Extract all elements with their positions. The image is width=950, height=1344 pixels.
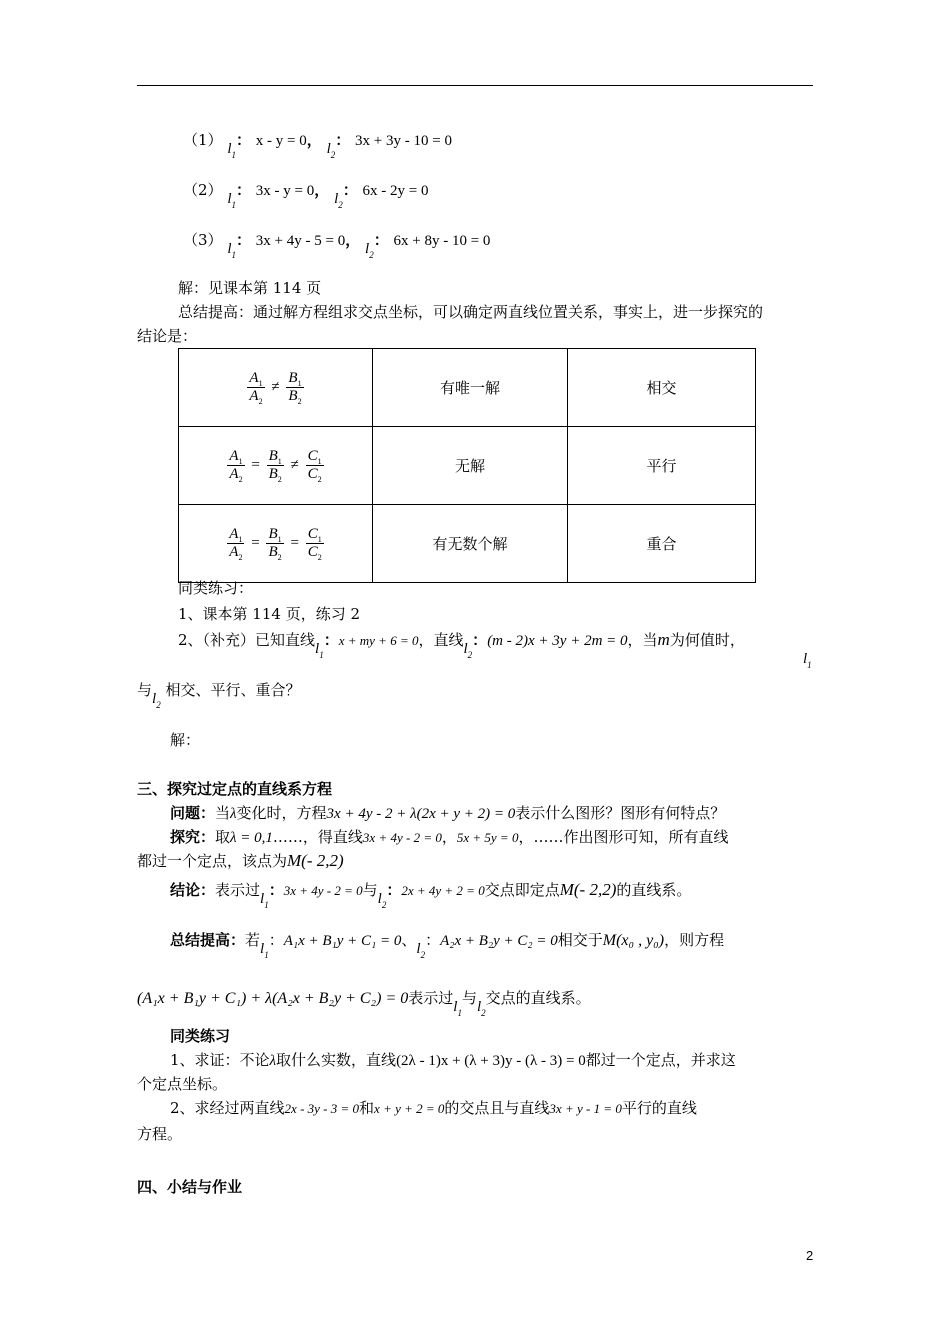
relation-cell: 相交 <box>568 349 756 427</box>
line-l1-symbol: $l_1$ <box>227 141 236 160</box>
table-row <box>179 349 756 427</box>
condition-cell: $\frac{A_1}{A_2}$ = $\frac{B_1}{B_2}$ ≠ $\frac{C_1}{C_2}$ <box>179 427 373 505</box>
result-cell: 无解 <box>373 427 568 505</box>
section-4-title: 四、小结与作业 <box>137 1178 243 1196</box>
result-cell: 有无数个解 <box>373 505 568 583</box>
summary-1-line-1: 总结提高：通过解方程组求交点坐标，可以确定两直线位置关系，事实上，进一步探究的 <box>178 303 764 321</box>
relation-cell: 重合 <box>568 505 756 583</box>
question: 问题：当λ变化时，方程3x + 4y - 2 + λ(2x + y + 2) = 0表示什么图形？图形有何特点？ <box>170 804 726 822</box>
explore: 探究：取λ = 0,1……，得直线3x + 4y - 2 = 0，5x + 5y = 0，……作出图形可知，所有直线 <box>170 828 729 846</box>
line-l2-symbol: $l_2$ <box>326 141 336 160</box>
summary-1-line-2: 结论是： <box>137 327 198 345</box>
section-3-title: 三、探究过定点的直线系方程 <box>137 780 333 798</box>
relation-cell: 平行 <box>568 427 756 505</box>
practice-3-2-continued: 方程。 <box>137 1125 183 1143</box>
practice-3-2: 2、求经过两直线2x - 3y - 3 = 0和x + y + 2 = 0的交点且与直线3x + y - 1 = 0平行的直线 <box>170 1099 697 1117</box>
table-row <box>179 505 756 583</box>
solution-2: 解： <box>170 731 201 749</box>
conclusion: 结论：表示过$l_1$：3x + 4y - 2 = 0与$l_2$：2x + 4y + 2 = 0交点即定点M(- 2,2)的直线系。 <box>170 880 692 910</box>
conclusion-table <box>178 348 756 583</box>
practice-2-continued: 与$l_2$ 相交、平行、重合？ <box>137 681 301 710</box>
result-cell: 有唯一解 <box>373 349 568 427</box>
page-number: 2 <box>806 1248 814 1263</box>
header-rule <box>137 85 813 86</box>
practice-2: 2、（补充）已知直线$l_1$：x + my + 6 = 0，直线$l_2$：(m - 2)x + 3y + 2m = 0，当m为何值时， <box>178 630 745 660</box>
condition-cell: $\frac{A_1}{A_2}$ ≠ $\frac{B_1}{B_2}$ <box>179 349 373 427</box>
problem-1: （1） $l_1$： x - y = 0， $l_2$： 3x + 3y - 10 = 0 <box>183 131 452 160</box>
summary-2-continued: (A₁x + B₁y + C₁) + λ(A₂x + B₂y + C₂) = 0表示过$l_1$与$l_2$交点的直线系。 <box>137 989 591 1018</box>
solution-1: 解：见课本第 114 页 <box>178 279 322 297</box>
table-row <box>179 427 756 505</box>
practice-3-1-continued: 个定点坐标。 <box>137 1075 228 1093</box>
practice-3-title: 同类练习 <box>170 1027 231 1045</box>
problem-2: （2） $l_1$： 3x - y = 0， $l_2$： 6x - 2y = 0 <box>183 181 429 210</box>
practice-1: 1、课本第 114 页，练习 2 <box>178 605 361 623</box>
condition-cell: $\frac{A_1}{A_2}$ = $\frac{B_1}{B_2}$ = $\frac{C_1}{C_2}$ <box>179 505 373 583</box>
problem-3: （3） $l_1$： 3x + 4y - 5 = 0， $l_2$： 6x + 8y - 10 = 0 <box>183 231 491 260</box>
summary-2: 总结提高：若$l_1$：A₁x + B₁y + C₁ = 0、$l_2$：A₂x + B₂y + C₂ = 0相交于M(x₀ , y₀)，则方程 <box>170 931 725 960</box>
practice-3-1: 1、求证：不论λ取什么实数，直线(2λ - 1)x + (λ + 3)y - (λ - 3) = 0都过一个定点，并求这 <box>170 1051 736 1069</box>
practice-title: 同类练习： <box>178 579 254 597</box>
line-l1-symbol: $l_1$ <box>803 651 812 670</box>
explore-continued: 都过一个定点，该点为M(- 2,2) <box>137 851 344 870</box>
